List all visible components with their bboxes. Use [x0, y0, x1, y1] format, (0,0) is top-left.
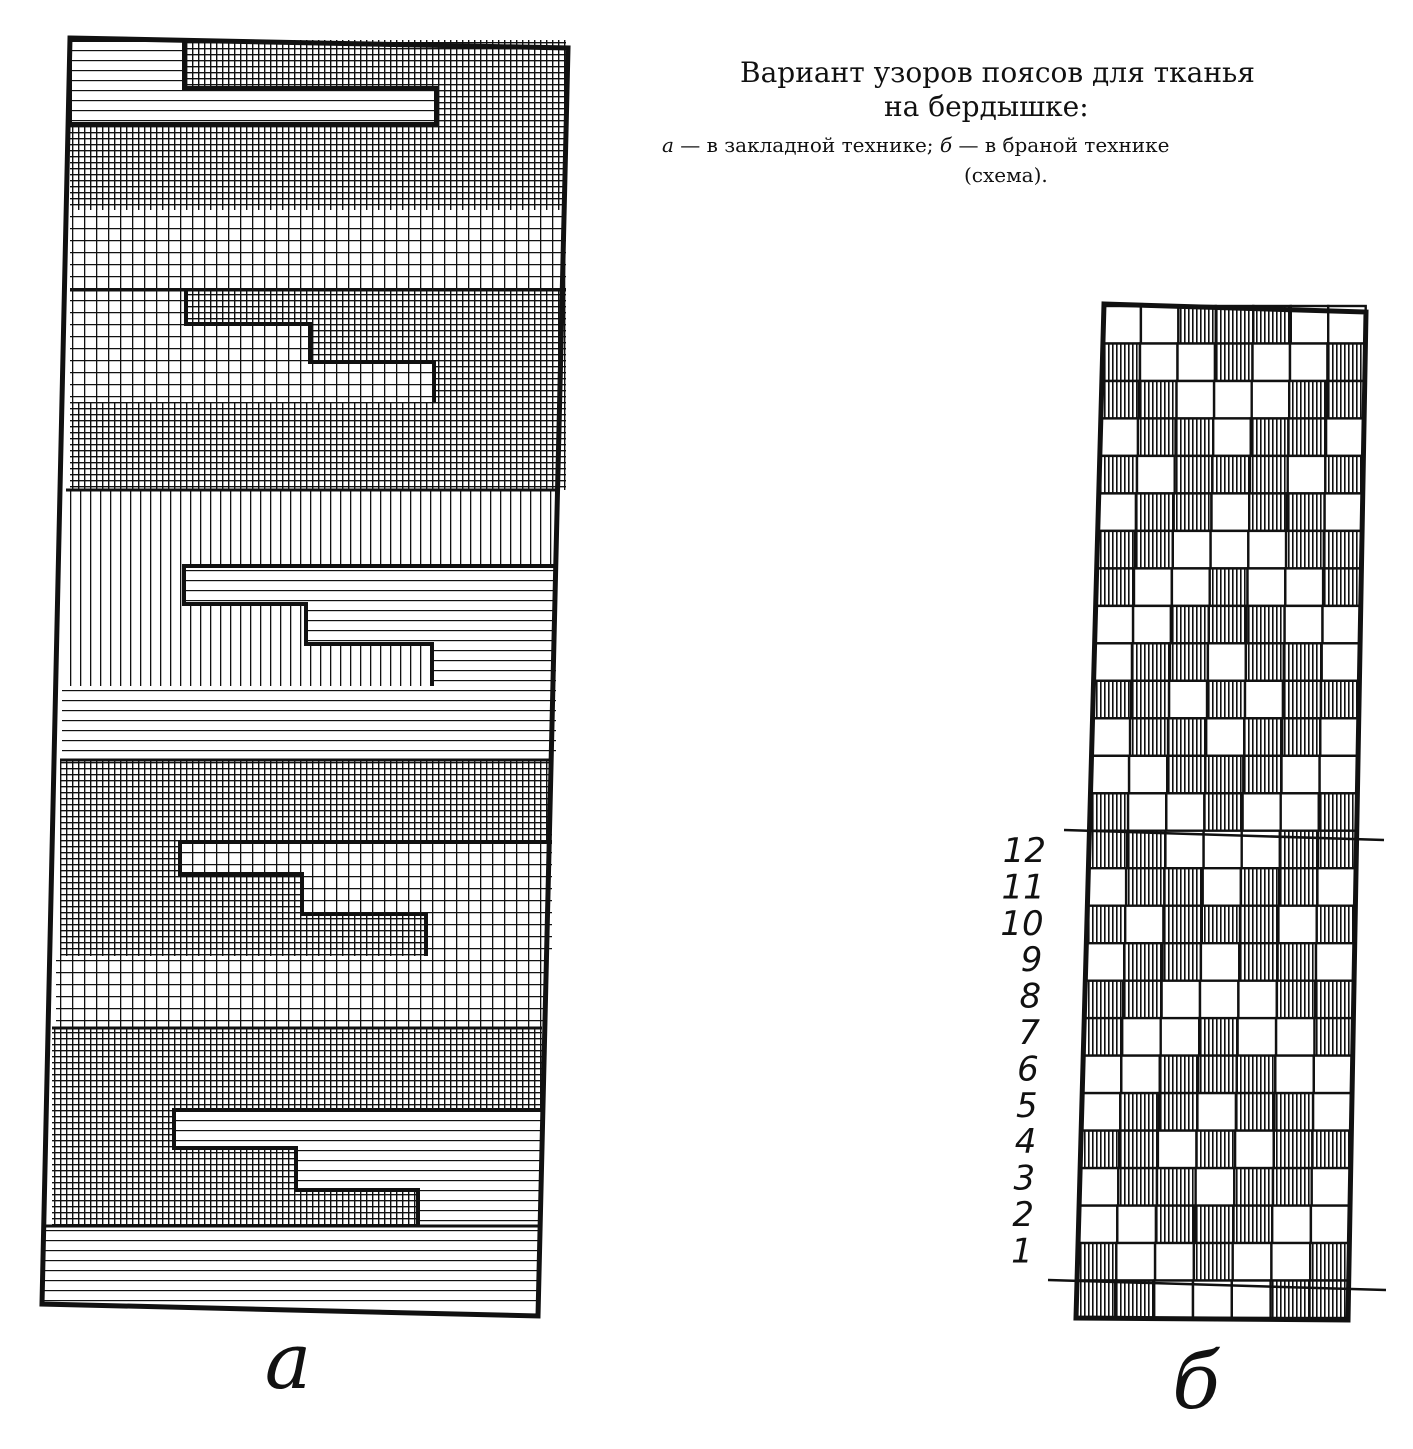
grid-cell-dark: [1096, 568, 1134, 606]
grid-cell-light: [1125, 906, 1163, 944]
grid-cell-light: [1325, 493, 1363, 531]
grid-cell-dark: [1236, 1093, 1275, 1131]
grid-cell-dark: [1119, 1131, 1158, 1169]
grid-cell-light: [1128, 793, 1166, 831]
grid-cell-dark: [1089, 831, 1127, 869]
grid-cell-dark: [1077, 1281, 1116, 1319]
grid-cell-dark: [1170, 643, 1208, 681]
grid-cell-dark: [1216, 306, 1254, 344]
grid-cell-light: [1091, 756, 1129, 794]
grid-cell-light: [1154, 1281, 1193, 1319]
row-number-label: 7: [1018, 1013, 1040, 1053]
grid-cell-light: [1211, 531, 1249, 569]
grid-cell-dark: [1199, 1018, 1238, 1056]
grid-cell-dark: [1205, 756, 1243, 794]
band-coarse-grid: [56, 956, 546, 1028]
grid-cell-light: [1166, 793, 1204, 831]
grid-cell-light: [1178, 344, 1216, 382]
grid-cell-light: [1206, 718, 1244, 756]
grid-cell-dark: [1321, 681, 1359, 719]
band-coarse-grid: [70, 210, 566, 290]
grid-cell-light: [1117, 1206, 1156, 1244]
grid-cell-dark: [1135, 531, 1173, 569]
band-horizontal-hatch: [44, 1226, 538, 1304]
grid-cell-dark: [1275, 1093, 1314, 1131]
grid-cell-light: [1314, 1056, 1353, 1094]
grid-cell-dark: [1127, 831, 1165, 869]
grid-cell-light: [1165, 831, 1203, 869]
grid-cell-dark: [1123, 981, 1161, 1019]
grid-cell-dark: [1178, 306, 1216, 344]
grid-cell-dark: [1163, 943, 1201, 981]
grid-cell-light: [1320, 718, 1358, 756]
row-number-label: 6: [1017, 1049, 1039, 1090]
grid-cell-dark: [1164, 868, 1202, 906]
grid-cell-light: [1137, 456, 1175, 494]
grid-cell-dark: [1210, 568, 1248, 606]
grid-cell-light: [1248, 568, 1286, 606]
row-number-label: 3: [1013, 1158, 1036, 1199]
grid-cell-light: [1094, 643, 1132, 681]
grid-cell-dark: [1195, 1206, 1234, 1244]
grid-cell-light: [1238, 981, 1276, 1019]
grid-cell-dark: [1234, 1168, 1273, 1206]
grid-cell-dark: [1240, 906, 1278, 944]
grid-cell-light: [1100, 418, 1138, 456]
grid-cell-dark: [1175, 456, 1213, 494]
grid-cell-light: [1079, 1206, 1118, 1244]
grid-cell-dark: [1283, 681, 1321, 719]
row-number-label: 11: [1001, 867, 1045, 908]
caption-b-text: — в браной технике: [958, 133, 1170, 157]
grid-cell-dark: [1318, 831, 1356, 869]
grid-cell-light: [1083, 1056, 1122, 1094]
grid-cell-dark: [1315, 981, 1353, 1019]
grid-cell-dark: [1312, 1131, 1351, 1169]
grid-cell-dark: [1176, 418, 1214, 456]
grid-cell-light: [1245, 681, 1283, 719]
grid-cell-dark: [1167, 756, 1205, 794]
grid-cell-dark: [1087, 906, 1125, 944]
grid-cell-light: [1252, 381, 1290, 419]
caption-title-line2: на бердышке:: [884, 90, 1089, 123]
row-number-label: 8: [1019, 976, 1042, 1017]
grid-cell-dark: [1319, 793, 1357, 831]
caption-a-text: — в закладной технике;: [680, 133, 934, 157]
grid-cell-dark: [1310, 1243, 1349, 1281]
grid-cell-light: [1169, 681, 1207, 719]
grid-cell-light: [1133, 606, 1171, 644]
grid-cell-dark: [1159, 1093, 1198, 1131]
grid-cell-dark: [1325, 456, 1363, 494]
grid-cell-dark: [1323, 568, 1361, 606]
grid-cell-light: [1285, 568, 1323, 606]
grid-cell-light: [1253, 344, 1291, 382]
grid-cell-dark: [1160, 1056, 1199, 1094]
row-number-label: 4: [1014, 1122, 1037, 1163]
grid-cell-dark: [1157, 1168, 1196, 1206]
panel-b-diagram: [1077, 306, 1366, 1318]
grid-cell-dark: [1250, 456, 1288, 494]
grid-cell-light: [1080, 1168, 1119, 1206]
grid-cell-dark: [1282, 718, 1320, 756]
grid-cell-dark: [1099, 456, 1137, 494]
grid-cell-dark: [1101, 381, 1139, 419]
grid-cell-light: [1116, 1243, 1155, 1281]
grid-cell-light: [1088, 868, 1126, 906]
grid-cell-light: [1082, 1093, 1121, 1131]
grid-cell-light: [1313, 1093, 1352, 1131]
grid-cell-light: [1290, 344, 1328, 382]
grid-cell-dark: [1237, 1056, 1276, 1094]
grid-cell-dark: [1120, 1093, 1159, 1131]
grid-cell-dark: [1247, 606, 1285, 644]
grid-cell-light: [1288, 456, 1326, 494]
grid-cell-light: [1212, 493, 1250, 531]
caption-a-letter: а: [662, 133, 674, 157]
grid-cell-light: [1095, 606, 1133, 644]
grid-cell-light: [1235, 1131, 1274, 1169]
grid-cell-light: [1086, 943, 1124, 981]
grid-cell-dark: [1315, 1018, 1354, 1056]
grid-cell-light: [1248, 531, 1286, 569]
grid-cell-dark: [1243, 756, 1281, 794]
grid-cell-dark: [1328, 344, 1366, 382]
grid-cell-light: [1129, 756, 1167, 794]
grid-cell-light: [1203, 868, 1241, 906]
grid-cell-dark: [1209, 606, 1247, 644]
grid-cell-dark: [1118, 1168, 1157, 1206]
grid-cell-light: [1214, 381, 1252, 419]
row-number-label: 1: [1011, 1231, 1033, 1272]
grid-cell-dark: [1126, 868, 1164, 906]
grid-cell-dark: [1241, 868, 1279, 906]
panel-a-label: а: [264, 1317, 312, 1407]
grid-cell-dark: [1085, 981, 1123, 1019]
grid-cell-light: [1323, 606, 1361, 644]
grid-cell-light: [1140, 344, 1178, 382]
grid-cell-light: [1155, 1243, 1194, 1281]
grid-cell-light: [1275, 1056, 1314, 1094]
grid-cell-dark: [1202, 906, 1240, 944]
caption-title-line1: Вариант узоров поясов для тканья: [740, 56, 1255, 89]
grid-cell-light: [1311, 1206, 1350, 1244]
grid-cell-light: [1121, 1056, 1160, 1094]
grid-cell-dark: [1097, 531, 1135, 569]
grid-cell-light: [1278, 906, 1316, 944]
row-number-labels: [1000, 831, 1046, 1271]
grid-cell-light: [1271, 1243, 1310, 1281]
grid-cell-light: [1316, 943, 1354, 981]
grid-cell-dark: [1078, 1243, 1117, 1281]
grid-cell-light: [1238, 1018, 1277, 1056]
caption-b-letter: б: [939, 133, 953, 157]
grid-cell-dark: [1279, 868, 1317, 906]
grid-cell-dark: [1277, 981, 1315, 1019]
grid-cell-dark: [1198, 1056, 1237, 1094]
grid-cell-dark: [1090, 793, 1128, 831]
grid-cell-dark: [1124, 943, 1162, 981]
grid-cell-dark: [1288, 418, 1326, 456]
grid-cell-dark: [1093, 681, 1131, 719]
grid-cell-light: [1172, 568, 1210, 606]
grid-cell-dark: [1168, 718, 1206, 756]
grid-cell-light: [1213, 418, 1251, 456]
row-number-label: 2: [1012, 1195, 1034, 1235]
row-number-label: 5: [1015, 1085, 1038, 1126]
grid-cell-light: [1158, 1131, 1197, 1169]
grid-cell-dark: [1317, 906, 1355, 944]
grid-cell-dark: [1171, 606, 1209, 644]
grid-cell-dark: [1204, 793, 1242, 831]
grid-cell-light: [1272, 1206, 1311, 1244]
grid-cell-light: [1320, 756, 1358, 794]
grid-cell-dark: [1132, 643, 1170, 681]
grid-cell-light: [1196, 1168, 1235, 1206]
grid-cell-light: [1201, 943, 1239, 981]
panel-b-label: б: [1172, 1337, 1220, 1427]
grid-cell-light: [1104, 306, 1142, 344]
grid-cell-dark: [1115, 1281, 1154, 1319]
band-horizontal-hatch: [62, 686, 556, 760]
grid-cell-dark: [1136, 493, 1174, 531]
grid-cell-light: [1098, 493, 1136, 531]
motif-hatched: [70, 40, 184, 88]
grid-cell-light: [1134, 568, 1172, 606]
grid-cell-dark: [1273, 1168, 1312, 1206]
grid-cell-light: [1285, 606, 1323, 644]
grid-cell-dark: [1324, 531, 1362, 569]
grid-cell-dark: [1197, 1131, 1236, 1169]
grid-cell-light: [1141, 306, 1179, 344]
grid-cell-light: [1326, 418, 1364, 456]
grid-cell-dark: [1239, 943, 1277, 981]
grid-cell-light: [1200, 981, 1238, 1019]
grid-cell-dark: [1278, 943, 1316, 981]
grid-cell-dark: [1287, 493, 1325, 531]
grid-cell-dark: [1164, 906, 1202, 944]
grid-cell-dark: [1249, 493, 1287, 531]
grid-cell-dark: [1244, 718, 1282, 756]
grid-cell-dark: [1274, 1131, 1313, 1169]
grid-cell-dark: [1131, 681, 1169, 719]
grid-cell-dark: [1139, 381, 1177, 419]
grid-cell-light: [1322, 643, 1360, 681]
grid-cell-light: [1173, 531, 1211, 569]
grid-cell-light: [1276, 1018, 1315, 1056]
grid-cell-light: [1161, 1018, 1200, 1056]
caption-scheme-note: (схема).: [964, 163, 1048, 187]
grid-cell-light: [1281, 793, 1319, 831]
grid-cell-dark: [1138, 418, 1176, 456]
grid-cell-dark: [1081, 1131, 1120, 1169]
grid-cell-dark: [1130, 718, 1168, 756]
grid-cell-dark: [1212, 456, 1250, 494]
grid-cell-dark: [1234, 1206, 1273, 1244]
grid-cell-light: [1282, 756, 1320, 794]
grid-cell-dark: [1156, 1206, 1195, 1244]
grid-cell-dark: [1084, 1018, 1123, 1056]
grid-cell-dark: [1246, 643, 1284, 681]
grid-cell-light: [1122, 1018, 1161, 1056]
grid-cell-light: [1162, 981, 1200, 1019]
grid-cell-light: [1312, 1168, 1351, 1206]
grid-cell-light: [1317, 868, 1355, 906]
grid-cell-dark: [1251, 418, 1289, 456]
grid-cell-dark: [1194, 1243, 1233, 1281]
grid-cell-dark: [1286, 531, 1324, 569]
row-number-label: 9: [1020, 940, 1043, 981]
motif-hatched: [70, 88, 436, 124]
grid-cell-dark: [1310, 1281, 1349, 1319]
row-number-label: 12: [1002, 831, 1046, 871]
grid-cell-light: [1177, 381, 1215, 419]
grid-cell-light: [1243, 793, 1281, 831]
grid-cell-dark: [1215, 344, 1253, 382]
row-number-label: 10: [1000, 903, 1044, 944]
grid-cell-light: [1208, 643, 1246, 681]
panel-a-diagram: [42, 38, 568, 1316]
grid-cell-light: [1233, 1243, 1272, 1281]
caption-line: [662, 132, 1169, 158]
grid-cell-dark: [1207, 681, 1245, 719]
grid-cell-dark: [1289, 381, 1327, 419]
grid-cell-light: [1092, 718, 1130, 756]
grid-cell-dark: [1174, 493, 1212, 531]
grid-cell-light: [1197, 1093, 1236, 1131]
grid-cell-dark: [1102, 344, 1140, 382]
grid-cell-dark: [1284, 643, 1322, 681]
grid-cell-dark: [1327, 381, 1365, 419]
